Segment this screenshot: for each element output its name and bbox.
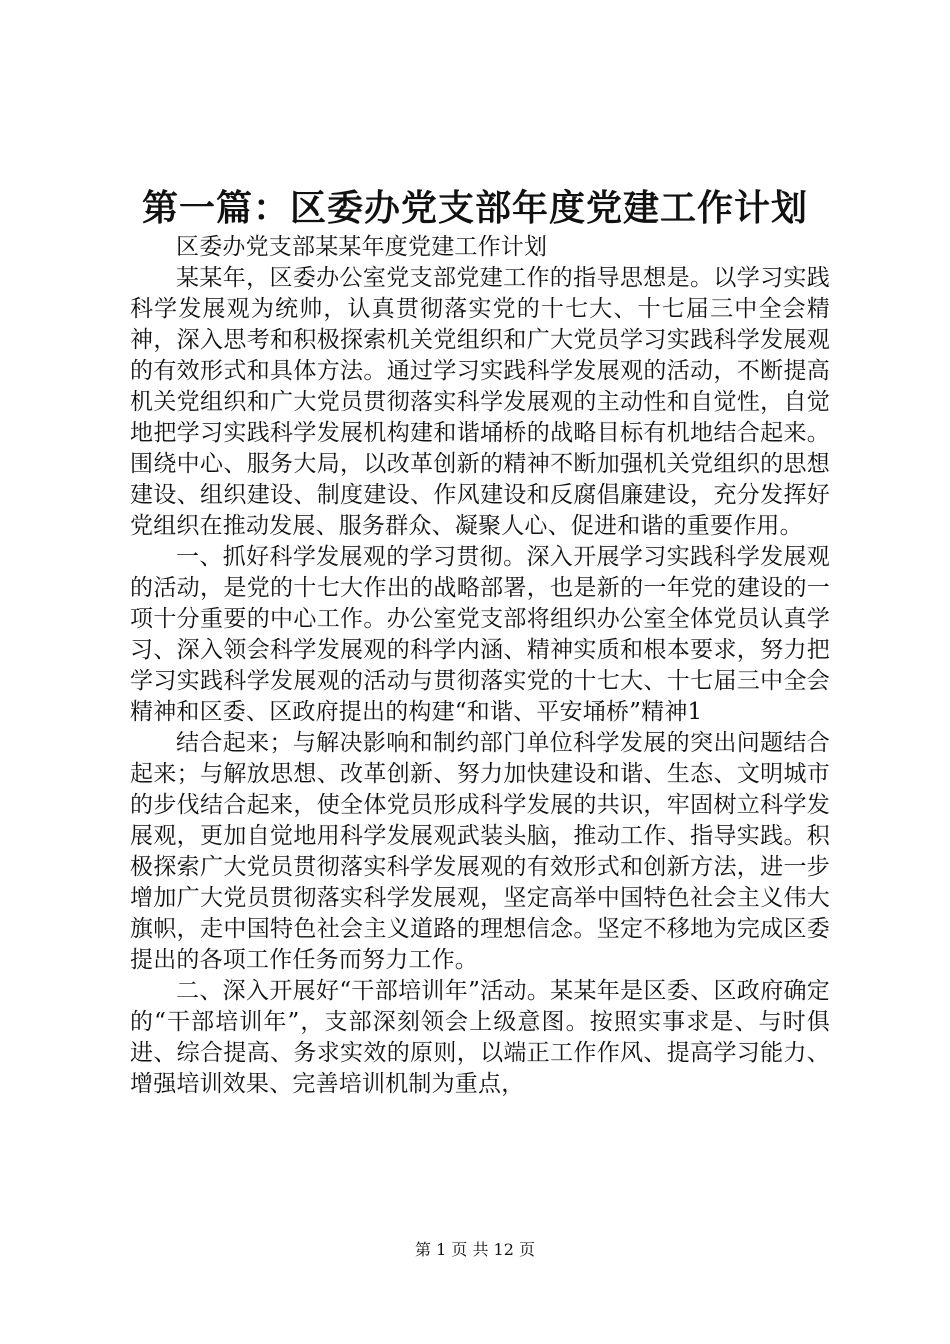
body-paragraph-subtitle: 区委办党支部某某年度党建工作计划: [176, 234, 548, 260]
body-paragraph: 二、深入开展好“干部培训年”活动。某某年是区委、区政府确定的“干部培训年”，支部深刻领会上级意图。按照实事求是、与时俱进、综合提高、务求实效的原则，以端正工作作风、提高学习能力、增强培训效果、完善培训机制为重点，: [130, 978, 830, 1097]
body-paragraph: 某某年，区委办公室党支部党建工作的指导思想是。以学习实践科学发展观为统帅，认真贯彻落实党的十七大、十七届三中全会精神，深入思考和积极探索机关党组织和广大党员学习实践科学发展观的有效形式和具体方法。通过学习实践科学发展观的活动，不断提高机关党组织和广大党员贯彻落实科学发展观的主动性和自觉性，自觉地把学习实践科学发展机构建和谐埇桥的战略目标有机地结合起来。围绕中心、服务大局，以改革创新的精神不断加强机关党组织的思想建设、组织建设、制度建设、作风建设和反腐倡廉建设，充分发挥好党组织在推动发展、服务群众、凝聚人心、促进和谐的重要作用。: [130, 265, 830, 539]
document-body: [130, 232, 830, 1100]
document-title: 第一篇：区委办党支部年度党建工作计划: [141, 187, 808, 229]
page-number-footer: 第 1 页 共 12 页: [415, 1240, 535, 1259]
body-paragraph: 结合起来；与解决影响和制约部门单位科学发展的突出问题结合起来；与解放思想、改革创新、努力加快建设和谐、生态、文明城市的步伐结合起来，使全体党员形成科学发展的共识，牢固树立科学发展观，更加自觉地用科学发展观武装头脑，推动工作、指导实践。积极探索广大党员贯彻落实科学发展观的有效形式和创新方法，进一步增加广大党员贯彻落实科学发展观，坚定高举中国特色社会主义伟大旗帜，走中国特色社会主义道路的理想信念。坚定不移地为完成区委提出的各项工作任务而努力工作。: [130, 730, 830, 973]
body-paragraph: 一、抓好科学发展观的学习贯彻。深入开展学习实践科学发展观的活动，是党的十七大作出的战略部署，也是新的一年党的建设的一项十分重要的中心工作。办公室党支部将组织办公室全体党员认真学习、深入领会科学发展观的科学内涵、精神实质和根本要求，努力把学习实践科学发展观的活动与贯彻落实党的十七大、十七届三中全会精神和区委、区政府提出的构建“和谐、平安埇桥”精神1: [130, 544, 830, 725]
